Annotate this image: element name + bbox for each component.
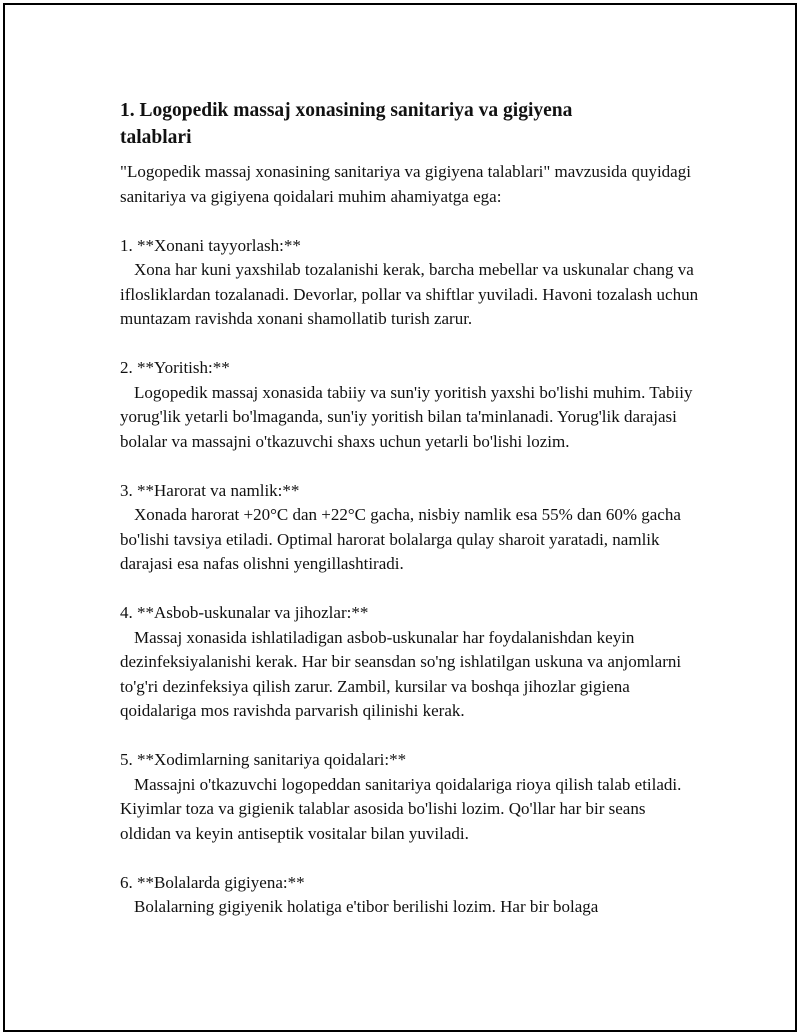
section-heading: 6. **Bolalarda gigiyena:** [120, 872, 305, 892]
document-title-line-2: talablari [120, 127, 192, 148]
section-heading: 4. **Asbob-uskunalar va jihozlar:** [120, 603, 369, 622]
page-frame [3, 3, 797, 1032]
section-heading: 3. **Harorat va namlik:** [120, 480, 300, 500]
section-heading: 2. **Yoritish:** [120, 358, 230, 377]
section-body: Xona har kuni yaxshilab tozalanishi kerak, barcha mebellar va uskunalar chang va iflosliklardan tozalanadi. Devorlar, pollar va shiftlar yuviladi. Havoni tozalash uchun muntazam ravishda xonani shamollatib turish zarur. [120, 260, 699, 328]
document-title-line-1: 1. Logopedik massaj xonasining sanitariya va gigiyena [120, 100, 573, 121]
document-content [120, 97, 700, 944]
section-heading: 1. **Xonani tayyorlash:** [120, 235, 301, 255]
section-xonani-tayyorlash [120, 234, 700, 332]
section-harorat-va-namlik [120, 479, 700, 577]
section-yoritish [120, 356, 700, 454]
section-body: Xonada harorat +20°C dan +22°C gacha, nisbiy namlik esa 55% dan 60% gacha bo'lishi tavsiya etiladi. Optimal harorat bolalarga qulay sharoit yaratadi, namlik darajasi esa nafas olishni yengillashtiradi. [120, 505, 681, 573]
section-asbob-uskunalar [120, 601, 700, 724]
section-bolalarda-gigiyena [120, 871, 700, 920]
section-body: Logopedik massaj xonasida tabiiy va sun'iy yoritish yaxshi bo'lishi muhim. Tabiiy yorug'lik yetarli bo'lmaganda, sun'iy yoritish bilan ta'minlanadi. Yorug'lik darajasi bolalar va massajni o'tkazuvchi shaxs uchun yetarli bo'lishi lozim. [120, 382, 693, 451]
section-heading: 5. **Xodimlarning sanitariya qoidalari:** [120, 750, 407, 769]
intro-paragraph: "Logopedik massaj xonasining sanitariya va gigiyena talablari" mavzusida quyidagi sanitariya va gigiyena qoidalari muhim ahamiyatga ega: [120, 162, 691, 206]
document-title [120, 97, 700, 151]
section-body: Bolalarning gigiyenik holatiga e'tibor berilishi lozim. Har bir bolaga [134, 897, 599, 916]
section-xodimlar-sanitariya [120, 748, 700, 846]
section-body: Massaj xonasida ishlatiladigan asbob-uskunalar har foydalanishdan keyin dezinfeksiyalanishi kerak. Har bir seansdan so'ng ishlatilgan uskuna va anjomlarni to'g'ri dezinfeksiya qilish zarur. Zambil, kursilar va boshqa jihozlar gigiena qoidalariga mos ravishda parvarish qilinishi kerak. [120, 627, 682, 720]
section-body: Massajni o'tkazuvchi logopeddan sanitariya qoidalariga rioya qilish talab etiladi. Kiyimlar toza va gigienik talablar asosida bo'lishi lozim. Qo'llar har bir seans oldidan va keyin antiseptik vositalar bilan yuviladi. [120, 774, 682, 843]
